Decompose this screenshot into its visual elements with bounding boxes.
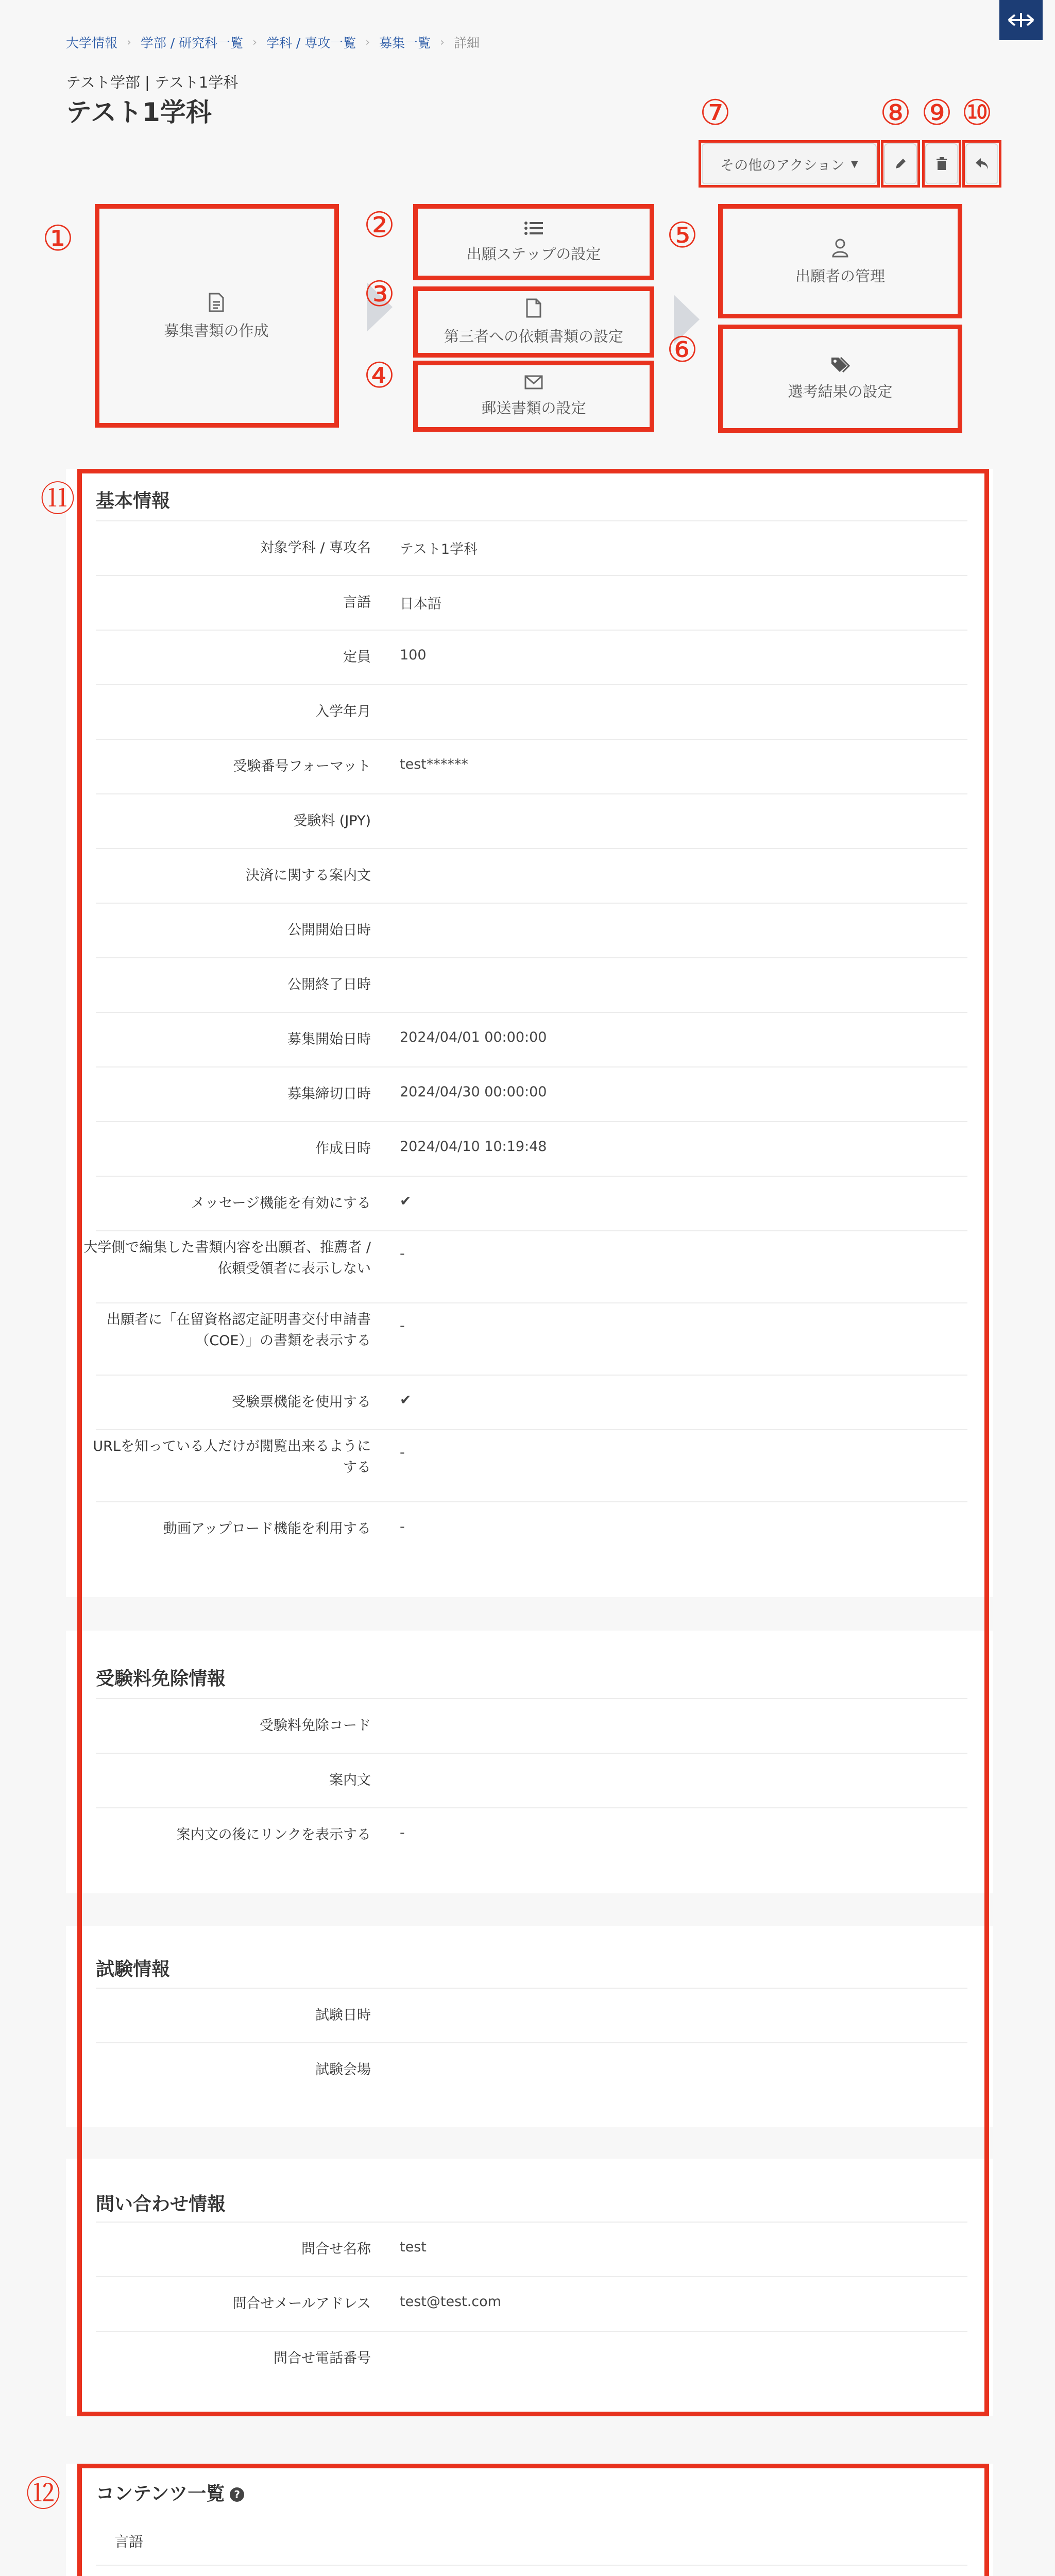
row-value: test****** <box>400 756 468 772</box>
third-party-documents-label: 第三者への依頼書類の設定 <box>444 327 623 345</box>
contents-title-text: コンテンツ一覧 <box>96 2483 225 2504</box>
row-label: 動画アップロード機能を利用する <box>163 1521 371 1537</box>
row-label: 問合せ名称 <box>301 2241 371 2257</box>
row-label: 試験日時 <box>315 2007 371 2023</box>
annotation-number-5: ⑤ <box>667 215 698 256</box>
row-label: 入学年月 <box>315 704 371 720</box>
breadcrumb-recruitments[interactable]: 募集一覧 <box>379 36 431 50</box>
annotation-box-10 <box>962 140 1001 188</box>
row-label: 問合せ電話番号 <box>274 2350 371 2366</box>
breadcrumb-university[interactable]: 大学情報 <box>66 36 118 50</box>
row-label: 募集締切日時 <box>287 1086 371 1102</box>
mail-documents-label: 郵送書類の設定 <box>481 399 586 417</box>
chevron-right-icon: › <box>252 36 257 49</box>
row-label: 定員 <box>343 649 371 665</box>
row-label: 受験票機能を使用する <box>232 1394 371 1410</box>
annotation-box-8 <box>881 140 920 188</box>
row-label: 言語 <box>343 595 371 611</box>
annotation-box-1 <box>95 204 339 428</box>
row-value: test@test.com <box>400 2294 501 2310</box>
row-value: test <box>400 2239 427 2255</box>
annotation-number-12: ⑫ <box>26 2474 61 2515</box>
annotation-number-9: ⑨ <box>921 93 952 133</box>
annotation-number-8: ⑧ <box>880 93 911 133</box>
row-label: 受験料免除コード <box>260 1718 371 1734</box>
applicant-management-label: 出願者の管理 <box>795 267 885 285</box>
row-label: 問合せメールアドレス <box>232 2296 371 2312</box>
selection-results-label: 選考結果の設定 <box>788 382 893 400</box>
row-value: - <box>400 1445 405 1461</box>
row-label: 公開終了日時 <box>287 977 371 993</box>
annotation-number-3: ③ <box>364 274 395 315</box>
breadcrumb <box>66 33 480 52</box>
annotation-box-11 <box>77 469 989 2416</box>
annotation-number-7: ⑦ <box>700 93 731 133</box>
row-label: 募集開始日時 <box>287 1031 371 1047</box>
basic-info-title: 基本情報 <box>96 490 171 512</box>
annotation-number-6: ⑥ <box>667 330 698 370</box>
other-actions-label: その他のアクション <box>720 157 845 174</box>
breadcrumb-current: 詳細 <box>453 36 480 50</box>
chevron-right-icon: › <box>127 36 131 49</box>
annotation-box-7 <box>699 140 880 188</box>
row-value: 2024/04/01 00:00:00 <box>400 1029 547 1045</box>
row-value: 日本語 <box>400 596 441 612</box>
annotation-box-3 <box>413 286 654 358</box>
row-label: 作成日時 <box>315 1141 371 1157</box>
fee-waiver-title: 受験料免除情報 <box>96 1668 226 1689</box>
annotation-box-2 <box>413 204 654 280</box>
chevron-right-icon: › <box>440 36 445 49</box>
annotation-number-2: ② <box>364 205 395 246</box>
row-value: 2024/04/30 00:00:00 <box>400 1084 547 1100</box>
row-label: 案内文 <box>329 1772 371 1788</box>
row-label: メッセージ機能を有効にする <box>191 1195 371 1211</box>
row-label: 大学側で編集した書類内容を出願者、推薦者 / 依頼受領者に表示しない <box>83 1240 371 1277</box>
row-label: 出願者に「在留資格認定証明書交付申請書（COE）」の書類を表示する <box>107 1312 371 1349</box>
row-label: 案内文の後にリンクを表示する <box>176 1827 371 1843</box>
row-label: 受験番号フォーマット <box>233 758 371 774</box>
breadcrumb-faculties[interactable]: 学部 / 研究科一覧 <box>140 36 244 50</box>
annotation-number-1: ① <box>42 218 74 259</box>
row-value: 2024/04/10 10:19:48 <box>400 1139 547 1155</box>
page-title: テスト1学科 <box>66 97 212 127</box>
exam-info-title: 試験情報 <box>96 1959 171 1980</box>
row-value: 100 <box>400 647 427 663</box>
annotation-number-10: ⑩ <box>961 93 993 133</box>
annotation-box-5 <box>718 204 962 318</box>
annotation-number-11: ⑪ <box>40 479 76 520</box>
row-value: - <box>400 1519 405 1535</box>
application-steps-label: 出願ステップの設定 <box>466 245 601 263</box>
sidebar-toggle-button[interactable] <box>999 0 1043 40</box>
row-value: ✔ <box>400 1392 412 1408</box>
contact-info-title: 問い合わせ情報 <box>96 2194 226 2215</box>
breadcrumb-departments[interactable]: 学科 / 専攻一覧 <box>266 36 356 50</box>
row-value: - <box>400 1825 405 1841</box>
help-icon[interactable]: ? <box>230 2487 244 2502</box>
annotation-box-4 <box>413 361 654 432</box>
row-value: - <box>400 1246 405 1262</box>
page-subtitle: テスト学部 | テスト1学科 <box>66 74 239 91</box>
row-label: 決済に関する案内文 <box>246 868 371 884</box>
contents-col-language: 言語 <box>114 2533 144 2550</box>
annotation-box-9 <box>922 140 961 188</box>
caret-down-icon: ▼ <box>850 158 858 170</box>
annotation-box-6 <box>718 325 962 433</box>
row-label: 受験料 (JPY) <box>293 813 371 829</box>
annotation-number-4: ④ <box>364 355 395 396</box>
create-documents-label: 募集書類の作成 <box>164 321 269 340</box>
expand-arrows-icon <box>1008 11 1034 29</box>
chevron-right-icon: › <box>365 36 370 49</box>
row-value: ✔ <box>400 1193 412 1209</box>
annotation-box-12 <box>77 2464 989 2576</box>
row-label: URLを知っている人だけが閲覧出来るようにする <box>93 1438 371 1476</box>
row-label: 公開開始日時 <box>287 922 371 938</box>
row-value: - <box>400 1318 405 1334</box>
row-value: テスト1学科 <box>400 541 478 557</box>
row-label: 試験会場 <box>315 2062 371 2078</box>
row-label: 対象学科 / 専攻名 <box>260 540 371 556</box>
